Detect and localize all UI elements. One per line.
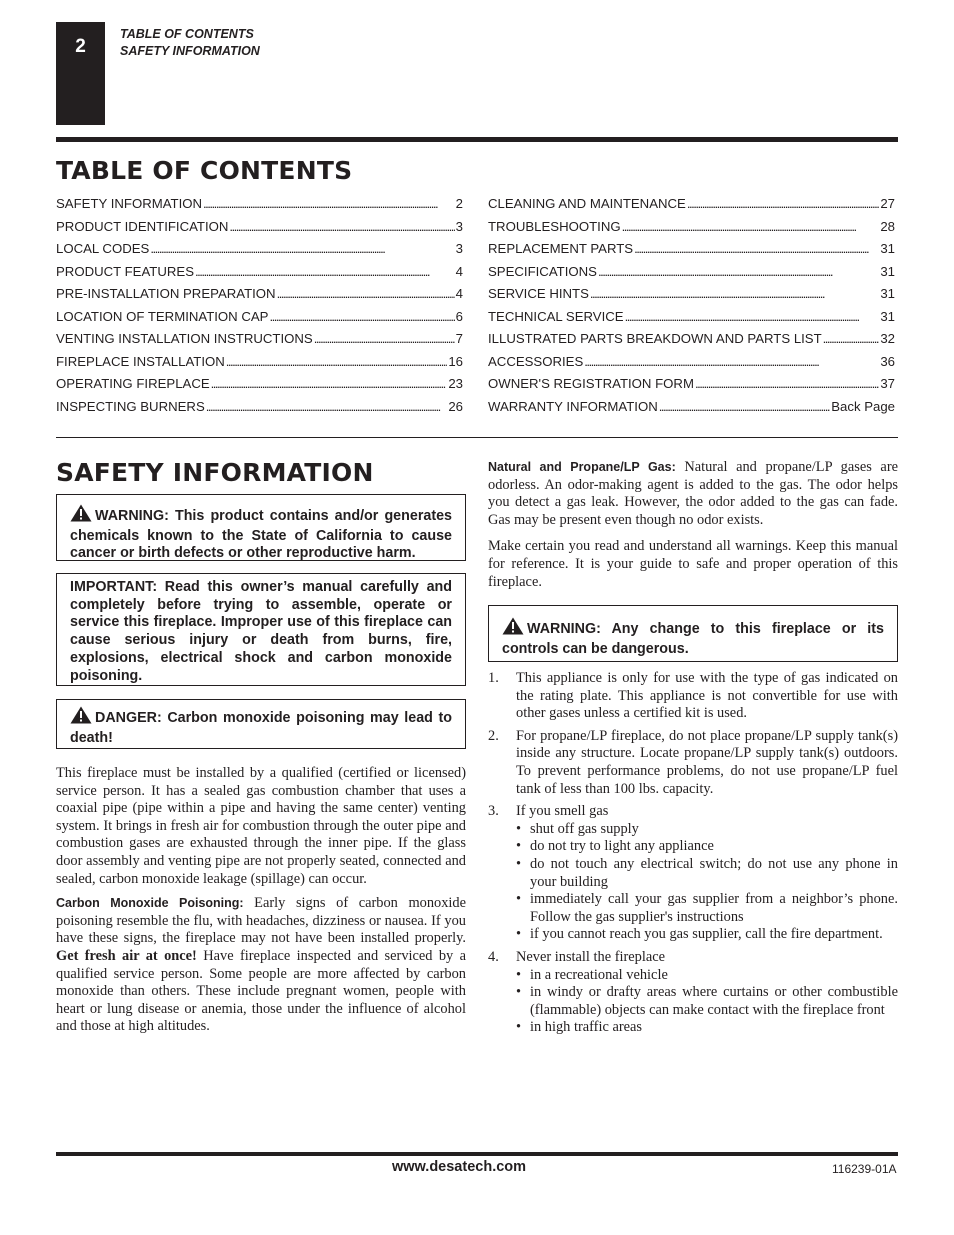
running-head — [120, 26, 260, 60]
toc-entry-label: PRODUCT FEATURES — [56, 263, 194, 279]
warning-triangle-icon — [70, 504, 92, 528]
bullet-item: • immediately call your gas supplier from a neighbor’s phone. Follow the gas supplier's instructions — [516, 891, 898, 926]
toc-leader-dots — [150, 238, 454, 261]
toc-entry[interactable] — [56, 351, 463, 374]
toc-entry-label: SERVICE HINTS — [488, 286, 589, 301]
toc-entry-label: VENTING INSTALLATION INSTRUCTIONS — [56, 331, 313, 346]
toc-entry-page: 23 — [448, 376, 463, 391]
toc-entry-page: 2 — [455, 196, 463, 211]
toc-leader-dots — [622, 216, 880, 239]
danger-box — [56, 699, 466, 749]
fresh-air-emphasis: Get fresh air at once! — [56, 947, 197, 964]
toc-entry[interactable] — [488, 238, 895, 261]
toc-entry-page: 31 — [880, 241, 895, 256]
list-item: 4. Never install the fireplace • in a recreational vehicle • in windy or drafty areas where curtains or other combustible (flammable) objects can make contact with the fireplace front • in high traffic areas — [488, 949, 898, 1037]
toc-entry-page: 4 — [455, 286, 463, 301]
co-poisoning-lead: Carbon Monoxide Poisoning: — [56, 896, 244, 911]
toc-entry[interactable] — [56, 328, 463, 351]
toc-entry-page: 31 — [880, 286, 895, 301]
toc-entry[interactable] — [488, 396, 895, 419]
list-item: 3. If you smell gas • shut off gas supply • do not try to light any appliance • do not touch any electrical switch; do not use any phone in your building • immediately call your gas supplier from a neighbor’s phone. Follow the gas supplier's instructions • if you cannot reach you gas supplier, call the fire department. — [488, 803, 898, 944]
change-warning-box — [488, 605, 898, 662]
toc-entry[interactable] — [488, 283, 895, 306]
california-warning-text: WARNING: This product contains and/or generates chemicals known to the State of California to cause cancer or birth defects or other reproductive harm. — [70, 508, 452, 562]
toc-entry-page: 16 — [448, 353, 463, 369]
bullet-item: • shut off gas supply — [516, 821, 898, 839]
important-text: IMPORTANT: Read this owner’s manual carefully and completely before trying to assemble, operate or service this fireplace. Improper use of this fireplace can cause serious injury or death from burns, fire, explosions, electrical shock and carbon monoxide poisoning. — [70, 579, 452, 684]
toc-entry-page: 31 — [880, 308, 895, 324]
toc-leader-dots — [314, 328, 455, 351]
footer-rule — [56, 1152, 898, 1156]
running-head-line-2: SAFETY INFORMATION — [120, 44, 260, 58]
toc-leader-dots — [277, 283, 455, 306]
smell-gas-bullets — [516, 821, 898, 944]
toc-entry-label: SAFETY INFORMATION — [56, 196, 203, 211]
toc-leader-dots — [229, 216, 454, 239]
co-poisoning-paragraph: Carbon Monoxide Poisoning: Early signs of carbon monoxide poisoning resemble the flu, with headaches, dizziness or nausea. If you have these signs, the fireplace may not have been installed properly. Get fresh air at once! Have fireplace inspected and serviced by a qualified service person. Some people are more affected by carbon monoxide than others. These include pregnant women, people with heart or lung disease or anemia, those under the influence of alcohol and those at high altitudes. — [56, 895, 467, 1035]
toc-entry-label: PRE-INSTALLATION PREPARATION — [56, 286, 276, 301]
toc-entry-page: 36 — [880, 353, 895, 369]
toc-leader-dots — [269, 306, 454, 329]
toc-entry[interactable] — [488, 216, 895, 239]
toc-entry[interactable] — [488, 261, 895, 284]
toc-leader-dots — [226, 351, 448, 374]
toc-entry-label: WARRANTY INFORMATION — [488, 398, 658, 414]
toc-leader-dots — [625, 306, 880, 329]
gas-lead: Natural and Propane/LP Gas: — [488, 460, 676, 474]
toc-entry[interactable] — [56, 306, 463, 329]
list-item: 1. This appliance is only for use with the type of gas indicated on the rating plate. This appliance is not convertible for use with other gases unless a certified kit is used. — [488, 670, 898, 722]
gas-paragraph: Natural and Propane/LP Gas: Natural and propane/LP gases are odorless. An odor-making agent is added to the gas. The odor helps you detect a gas leak. However, the odor added to the gas can fade. Gas may be present even though no odor exists. — [488, 459, 898, 528]
safety-title: SAFETY INFORMATION — [56, 458, 374, 487]
toc-entry-page: 3 — [455, 218, 463, 234]
toc-leader-dots — [590, 283, 879, 306]
toc-entry-label: LOCAL CODES — [56, 241, 150, 256]
toc-leader-dots — [584, 351, 879, 374]
toc-entry[interactable] — [488, 193, 895, 216]
toc-entry-label: ACCESSORIES — [488, 353, 584, 369]
read-manual-paragraph: Make certain you read and understand all warnings. Keep this manual for reference. It is your guide to safe and proper operation of this fireplace. — [488, 538, 898, 590]
warning-triangle-icon — [502, 617, 524, 641]
toc-entry-page: 28 — [880, 218, 895, 234]
toc-entry-label: TROUBLESHOOTING — [488, 218, 621, 234]
toc-entry-page: Back Page — [831, 398, 895, 414]
header-rule — [56, 137, 898, 142]
bullet-item: • do not try to light any appliance — [516, 838, 898, 856]
toc-leader-dots — [634, 238, 879, 261]
toc-entry-page: 6 — [455, 308, 463, 324]
toc-leader-dots — [203, 193, 455, 216]
warning-triangle-icon — [70, 706, 92, 730]
toc-leader-dots — [598, 261, 879, 284]
toc-entry[interactable] — [56, 193, 463, 216]
toc-entry[interactable] — [488, 373, 895, 396]
change-warning-text: WARNING: Any change to this fireplace or its controls can be dangerous. — [502, 621, 884, 657]
toc-leader-dots — [206, 396, 448, 419]
toc-entry[interactable] — [56, 216, 463, 239]
toc-entry[interactable] — [56, 238, 463, 261]
toc-leader-dots — [687, 193, 879, 216]
toc-leader-dots — [195, 261, 455, 284]
toc-entry-label: FIREPLACE INSTALLATION — [56, 353, 225, 369]
toc-entry-label: PRODUCT IDENTIFICATION — [56, 218, 229, 234]
bullet-item: • in high traffic areas — [516, 1019, 898, 1037]
toc-leader-dots — [211, 373, 448, 396]
california-warning-box — [56, 494, 466, 561]
section-divider — [56, 437, 898, 438]
toc-leader-dots — [823, 328, 880, 351]
bullet-item: • do not touch any electrical switch; do not use any phone in your building — [516, 856, 898, 891]
never-install-bullets — [516, 967, 898, 1037]
document-code: 116239-01A — [832, 1162, 897, 1176]
toc-entry-page: 3 — [455, 241, 463, 256]
toc-entry[interactable] — [56, 261, 463, 284]
toc-entry-label: LOCATION OF TERMINATION CAP — [56, 308, 269, 324]
right-body-text-top — [488, 459, 898, 598]
toc-entry[interactable] — [56, 283, 463, 306]
toc-entry-page: 26 — [448, 398, 463, 414]
toc-entry-label: OWNER'S REGISTRATION FORM — [488, 376, 694, 391]
toc-entry-label: ILLUSTRATED PARTS BREAKDOWN AND PARTS LIST — [488, 331, 822, 346]
toc-entry-label: TECHNICAL SERVICE — [488, 308, 624, 324]
toc-entry-page: 32 — [880, 331, 895, 346]
toc-entry-page: 7 — [455, 331, 463, 346]
toc-leader-dots — [695, 373, 879, 396]
page-number: 2 — [56, 22, 105, 125]
toc-entry-label: OPERATING FIREPLACE — [56, 376, 210, 391]
toc-entry-page: 4 — [455, 263, 463, 279]
footer-url[interactable]: www.desatech.com — [392, 1159, 527, 1175]
toc-entry-label: REPLACEMENT PARTS — [488, 241, 634, 256]
toc-entry[interactable] — [56, 373, 463, 396]
bullet-item: • in windy or drafty areas where curtains or other combustible (flammable) objects can make contact with the fireplace front — [516, 984, 898, 1019]
toc-entry-page: 27 — [880, 196, 895, 211]
toc-entry[interactable] — [488, 351, 895, 374]
list-item: 2. For propane/LP fireplace, do not place propane/LP supply tank(s) inside any structure. Locate propane/LP supply tank(s) outdoors. To prevent performance problems, do not use propane/LP fuel tank of less than 100 lbs. capacity. — [488, 727, 898, 797]
toc-entry[interactable] — [488, 306, 895, 329]
toc-entry-label: SPECIFICATIONS — [488, 263, 597, 279]
important-box — [56, 573, 466, 686]
intro-paragraph: This fireplace must be installed by a qualified (certified or licensed) service person. It has a sealed gas combustion chamber that uses a coaxial pipe (pipe within a pipe and having the same center) venting system. It brings in fresh air for combustion through the outer pipe and combustion gases are exhausted through the inner pipe. If the glass door assembly and venting pipe are not properly seated, connected and sealed, carbon monoxide leakage (spillage) can occur. — [56, 765, 466, 887]
running-head-line-1: TABLE OF CONTENTS — [120, 27, 254, 41]
toc-right-column — [488, 193, 895, 418]
toc-leader-dots — [659, 396, 830, 419]
toc-entry[interactable] — [488, 328, 895, 351]
toc-entry[interactable] — [56, 396, 463, 419]
safety-numbered-list — [488, 670, 898, 1042]
danger-text: DANGER: Carbon monoxide poisoning may lead to death! — [70, 710, 452, 746]
toc-title: TABLE OF CONTENTS — [56, 156, 353, 185]
toc-entry-label: INSPECTING BURNERS — [56, 398, 205, 414]
toc-entry-label: CLEANING AND MAINTENANCE — [488, 196, 686, 211]
toc-left-column — [56, 193, 463, 418]
left-body-text — [56, 765, 466, 1043]
bullet-item: • if you cannot reach you gas supplier, call the fire department. — [516, 926, 898, 944]
toc-entry-page: 37 — [880, 376, 895, 391]
toc-entry-page: 31 — [880, 263, 895, 279]
bullet-item: • in a recreational vehicle — [516, 967, 898, 985]
